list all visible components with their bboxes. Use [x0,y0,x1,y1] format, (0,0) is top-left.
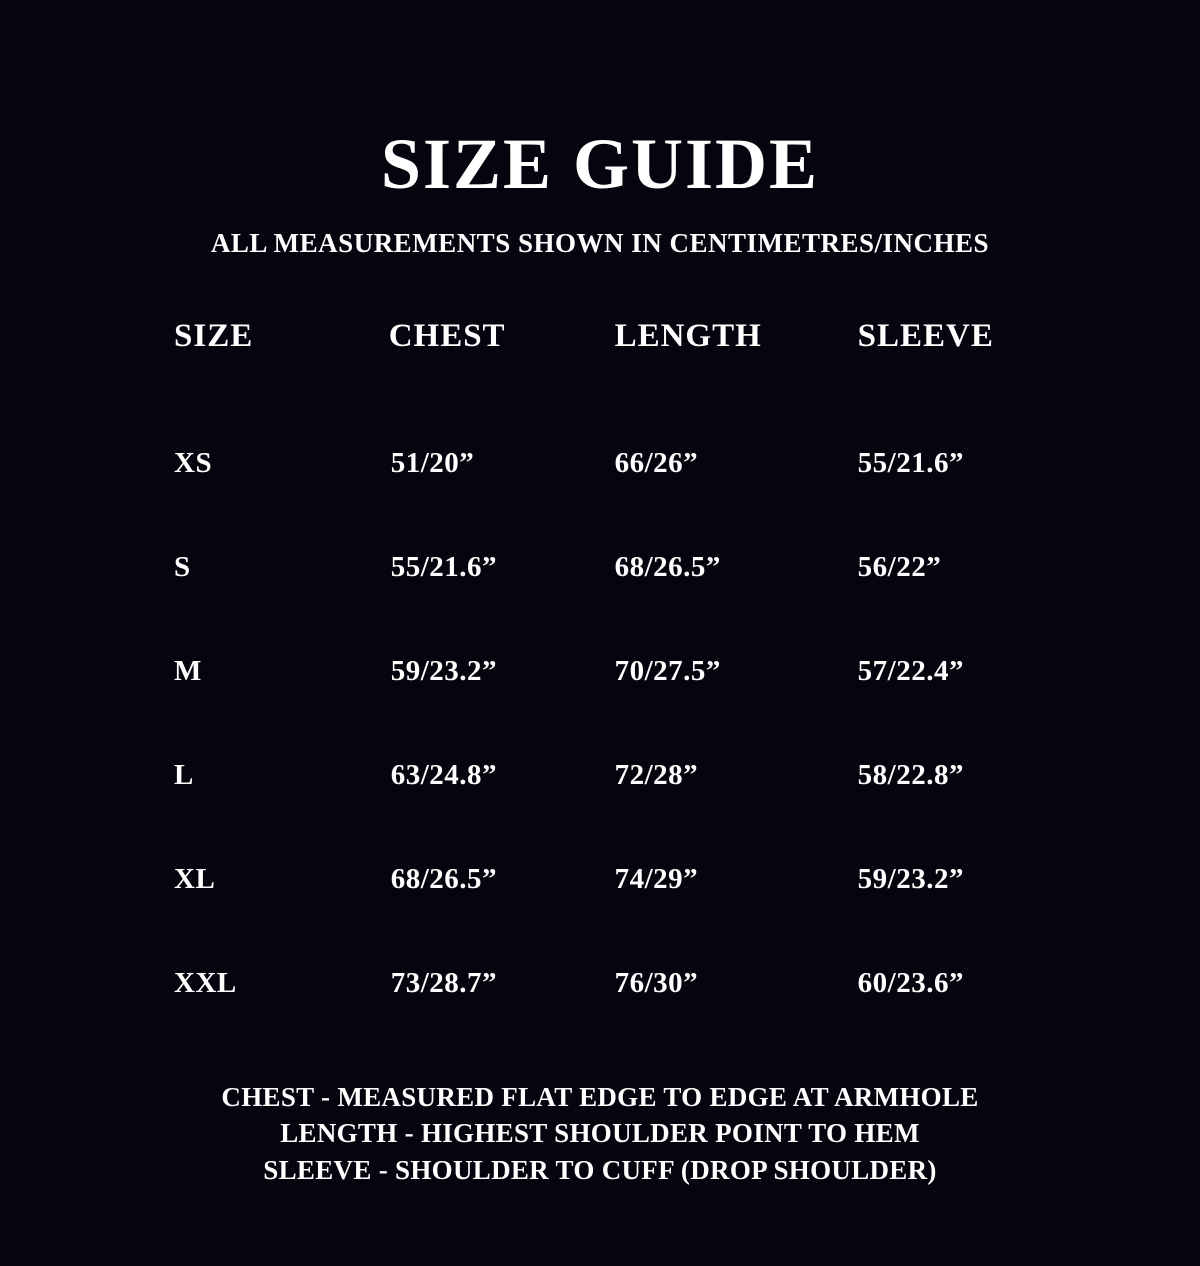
cell-sleeve: 58/22.8” [857,758,964,791]
table-header [170,317,1030,411]
cell-length: 68/26.5” [614,550,721,583]
table-header-row [170,317,1030,411]
cell-size: XS [174,446,213,479]
cell-sleeve: 60/23.6” [857,966,964,999]
cell-chest: 51/20” [390,446,475,479]
cell-size: S [174,550,191,583]
table-row [170,723,1030,827]
column-header-size: SIZE [174,318,254,354]
column-header-sleeve: SLEEVE [857,318,994,354]
cell-size: M [174,654,202,687]
cell-length: 72/28” [614,758,699,791]
table-row [170,931,1030,1035]
table-row [170,411,1030,515]
size-table [170,317,1030,1035]
cell-size: XXL [174,966,237,999]
cell-length: 66/26” [614,446,699,479]
note-chest: CHEST - MEASURED FLAT EDGE TO EDGE AT ARMHOLE [221,1082,979,1112]
column-header-length: LENGTH [614,318,762,354]
note-length: LENGTH - HIGHEST SHOULDER POINT TO HEM [280,1118,920,1149]
cell-size: XL [174,862,216,895]
table-body [170,411,1030,1035]
table-row [170,619,1030,723]
cell-chest: 63/24.8” [390,758,497,791]
column-header-chest: CHEST [388,318,506,354]
cell-size: L [174,758,194,791]
cell-chest: 73/28.7” [390,966,497,999]
cell-chest: 55/21.6” [390,550,497,583]
note-sleeve: SLEEVE - SHOULDER TO CUFF (DROP SHOULDER) [263,1154,937,1185]
cell-sleeve: 56/22” [857,550,942,583]
table-row [170,827,1030,931]
cell-sleeve: 57/22.4” [857,654,964,687]
table-row [170,515,1030,619]
cell-chest: 59/23.2” [390,654,497,687]
size-table-container [170,259,1030,1035]
cell-length: 70/27.5” [614,654,721,687]
cell-sleeve: 59/23.2” [857,862,964,895]
cell-sleeve: 55/21.6” [857,446,964,479]
measurement-notes [0,1035,1200,1188]
page-subtitle: ALL MEASUREMENTS SHOWN IN CENTIMETRES/INCHES [210,228,990,258]
page-title: SIZE GUIDE [380,124,820,204]
cell-length: 74/29” [614,862,699,895]
cell-chest: 68/26.5” [390,862,497,895]
cell-length: 76/30” [614,966,699,999]
